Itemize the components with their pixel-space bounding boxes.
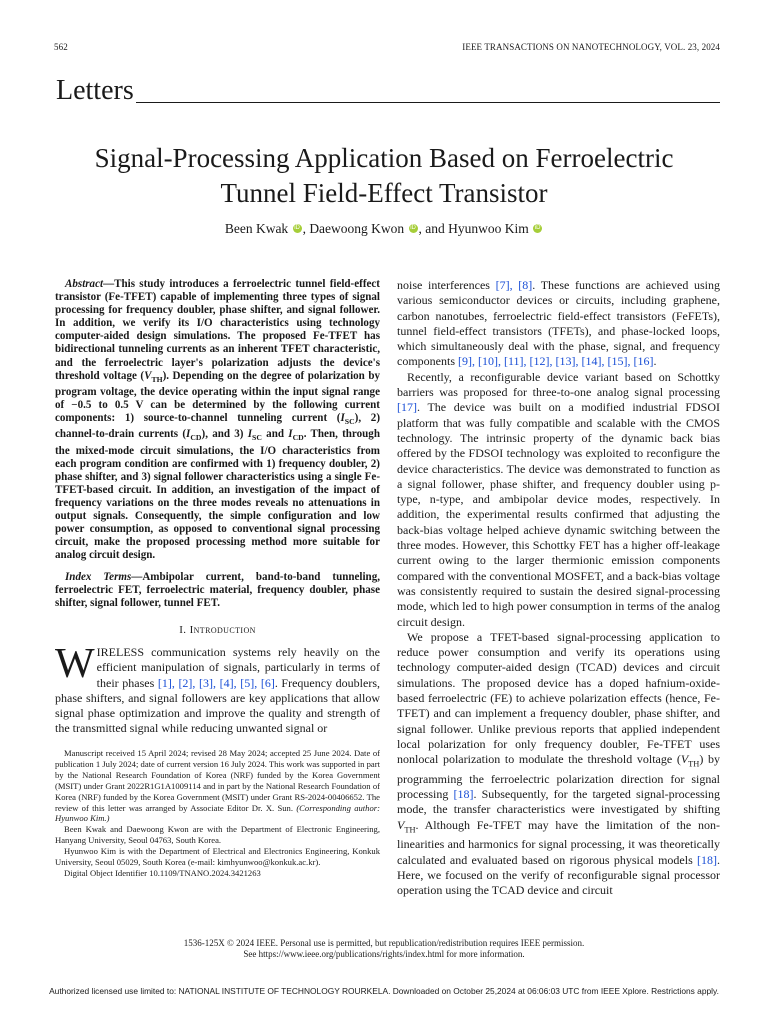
abstract — [55, 278, 380, 563]
title-line-2: Tunnel Field-Effect Transistor — [220, 178, 548, 208]
paragraph-text: . Subsequently, for the targeted signal-processing mode, the transfer characteristics were investigated by shifting $V_{TH}$. Although Fe-TFET may have the limitation of the non-linearities and harmonics for signal processing, it was theoretically calculated and evaluated based on rigorous physical models — [397, 787, 720, 867]
intro-text-2: . Frequency doublers, phase shifters, and signal followers are key applications that allow signal phase optimization and improve the quality and strength of the transmitted signal while reducing unwanted signal or — [55, 675, 380, 736]
orcid-icon[interactable]: iD — [410, 225, 416, 231]
index-terms — [55, 571, 380, 610]
section-rule — [136, 102, 720, 103]
paragraph-text: We propose a TFET-based signal-processing application to reduce power consumption and verify its operations using technology computer-aided design (TCAD) devices and circuit simulations. The proposed device has a doped hafnium-oxide-based ferroelectric (FE) to achieve polarization effects (hence, Fe-TFET) and can implement a frequency doubler, phase shifter, and signal follower. Unlike previous reports that applied independent local polarization for only frequency doubler, Fe-TFET uses nonlocal polarization to modulate the threshold voltage $(V_{TH})$ by programming the ferroelectric polarization direction for signal processing — [397, 629, 720, 802]
section-label — [56, 76, 720, 106]
license-notice: Authorized licensed use limited to: NATIONAL INSTITUTE OF TECHNOLOGY ROURKELA. Downloaded on October 25,2024 at 06:06:03 UTC from IEEE Xplore. Restrictions apply. — [49, 986, 719, 996]
citation-link[interactable]: [18] — [697, 852, 717, 867]
section-label-text: Letters — [56, 75, 134, 106]
paper-title — [40, 141, 728, 211]
corresponding-author: (Corresponding author: Hyunwoo Kim.) — [55, 802, 380, 824]
footnote-doi: Digital Object Identifier 10.1109/TNANO.2024.3421263 — [64, 867, 261, 878]
footnote-affiliation-2: Hyunwoo Kim is with the Department of Electrical and Electronics Engineering, Konkuk University, Seoul 05029, South Korea (e-mail: kimhyunwoo@konkuk.ac.kr). — [55, 846, 380, 868]
paragraph — [397, 370, 720, 630]
intro-numeral: I. — [179, 623, 190, 636]
author-separator: , — [302, 221, 310, 236]
intro-text: IRELESS communication systems rely heavily on the efficient manipulation of signals, particularly in terms of their phases — [96, 644, 380, 690]
paragraph — [397, 278, 720, 370]
paragraph-text: Recently, a reconfigurable device variant based on Schottky barriers was proposed for three-to-one analog signal processing — [397, 369, 720, 400]
author-1[interactable]: Been Kwak — [224, 221, 289, 236]
footnotes — [55, 748, 380, 879]
drop-cap: W — [55, 640, 95, 687]
left-column — [55, 278, 380, 737]
index-terms-lead: Index Terms — [65, 570, 132, 583]
abstract-text: —This study introduces a ferroelectric tunnel field-effect transistor (Fe-TFET) capable of implementing three types of signal processing for frequency doubler, phase shifter, and signal follower. In addition, we verify its I/O characteristics using technology computer-aided design simulations. The proposed Fe-TFET has bidirectional tunneling currents as an inherent TFET characteristic, and the ferroelectric layer's polarization adjusts the device's threshold voltage $(V_{TH})$. Depending on the degree of polarization by program voltage, the device operating within the input signal range of −0.5 to 0.5 V can be determined by the following current components: 1) source-to-channel tunneling current $(I_{SC})$, 2) channel-to-drain currents $(I_{CD})$, and 3) $I_{SC}$ and $I_{CD}$. Then, through the mixed-mode circuit simulations, the I/O characteristics from each program condition are confirmed with 1) frequency doubler, 2) phase shifter, and 3) signal follower characteristics using a single Fe-TFET-based circuit. In addition, an investigation of the impact of frequency variations on the three modes reveals no attenuations in output signals. Consequently, the simple configuration and low power consumption, as opposed to conventional signal processing circuit, make the proposed processing method more suitable for analog circuit design. — [55, 278, 380, 562]
paragraph — [397, 630, 720, 899]
citation-link[interactable]: [18] — [453, 787, 474, 802]
intro-paragraph — [55, 640, 380, 737]
author-3[interactable]: Hyunwoo Kim — [448, 221, 529, 236]
abstract-lead: Abstract — [65, 278, 104, 290]
copyright-notice — [0, 938, 768, 960]
footnote-manuscript — [55, 748, 380, 824]
author-list — [0, 221, 768, 237]
author-2[interactable]: Daewoong Kwon — [309, 221, 405, 236]
citation-link[interactable]: [1], [2], [3], [4], [5], [6] — [157, 675, 275, 690]
paragraph-text: . Here, we focused on the verify of reconfigurable signal processor operation using the TCAD device and circuit — [397, 852, 720, 898]
paragraph-text: . — [653, 354, 657, 369]
title-line-1: Signal-Processing Application Based on Ferroelectric — [94, 143, 674, 173]
copyright-line-2: See https://www.ieee.org/publications/rights/index.html for more information. — [243, 949, 525, 959]
orcid-icon[interactable]: iD — [534, 225, 541, 231]
page-number: 562 — [54, 42, 68, 52]
journal-header: IEEE TRANSACTIONS ON NANOTECHNOLOGY, VOL. 23, 2024 — [462, 42, 720, 52]
paragraph-text: . The device was built on a modified industrial FDSOI platform that was fully compatible and scalable with the CMOS technology. The intrinsic property of the dynamic back bias offered by the FDSOI technology was exploited to reconfigure the device characteristics. The device was demonstrated to function as a signal follower, phase shifter, and frequency doubler using p-type, n-type, and ambipolar device modes, respectively. In addition, the experimental results confirmed that adjusting the back-bias voltage helped achieve dynamic switching between the three modes. However, this Schottky FET has a higher off-leakage current owing to the larger thermionic emission components compared with the conventional MOSFET, and a back-bias voltage was consistently required to sustain the desired signal-processing mode, which led to high power consumption in terms of the analog circuit design. — [397, 400, 720, 629]
paragraph-text: noise interferences — [397, 278, 496, 292]
footnote-affiliation-1: Been Kwak and Daewoong Kwon are with the Department of Electronic Engineering, Hanyang University, Seoul 04763, South Korea. — [55, 824, 380, 846]
orcid-icon[interactable]: iD — [294, 225, 300, 231]
paragraph-text: . These functions are achieved using various semiconductor devices or circuits, including graphene, carbon nanotubes, ferroelectric field-effect transistors (FeFETs), tunnel field-effect transistors (TFETs), and phase-locked loops, which simultaneously deal with the phase, signal, and frequency components — [397, 278, 720, 369]
citation-link[interactable]: [17] — [397, 400, 417, 415]
right-column — [397, 278, 720, 899]
intro-heading — [55, 624, 380, 637]
author-separator: , and — [418, 221, 449, 236]
citation-link[interactable]: [7], [8] — [495, 278, 533, 292]
copyright-line-1: 1536-125X © 2024 IEEE. Personal use is permitted, but republication/redistribution requires IEEE permission. — [183, 938, 585, 948]
footnote-text: Manuscript received 15 April 2024; revised 28 May 2024; accepted 25 June 2024. Date of publication 1 July 2024; date of current version 16 July 2024. This work was supported in part by the National Research Foundation of Korea (NRF) funded by the Korea Government (MSIT) under Grant 2022R1G1A1009114 and in part by the National Research Foundation of Korea (NRF) funded by the Korea Government (MSIT) under Grant RS-2024-00406652. The review of this letter was arranged by Associate Editor Dr. X. Sun. — [55, 748, 380, 813]
index-terms-text: —Ambipolar current, band-to-band tunneling, ferroelectric FET, ferroelectric material, frequency doubler, phase shifter, signal follower, tunnel FET. — [55, 570, 380, 609]
intro-title: Introduction — [189, 623, 256, 636]
citation-link[interactable]: [9], [10], [11], [12], [13], [14], [15], [16] — [458, 354, 654, 369]
